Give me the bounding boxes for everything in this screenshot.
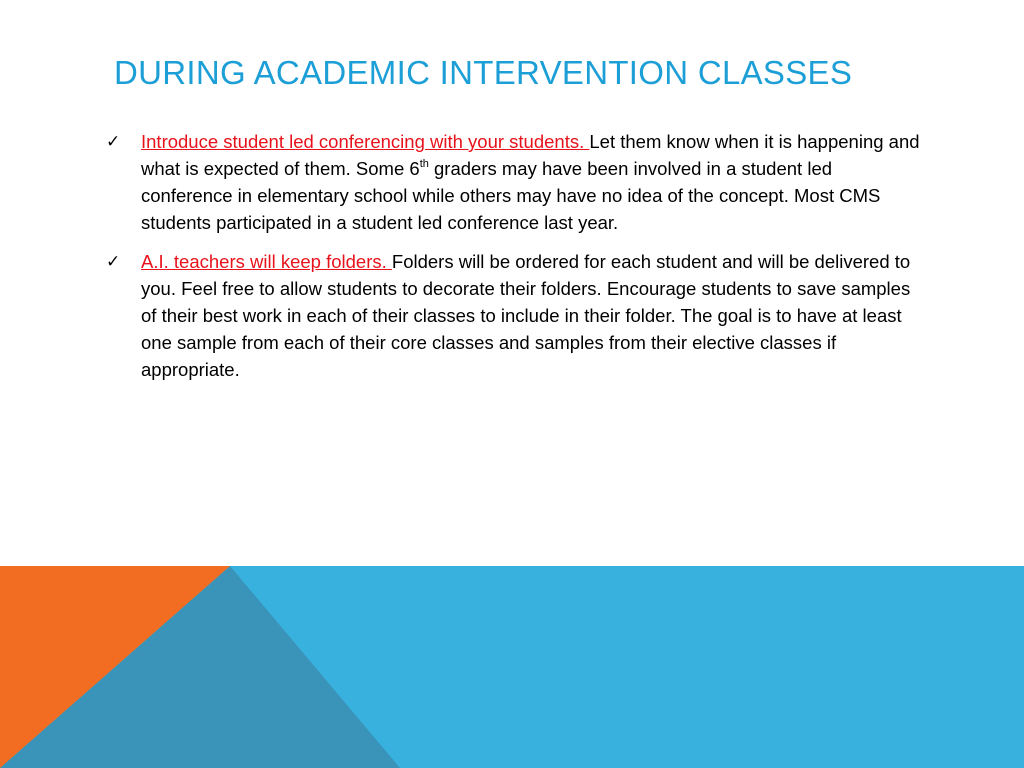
bullet-item-conferencing [106,128,926,236]
folders-link-suffix[interactable]: . [381,251,392,272]
bullet-text-continued: graders may have been involved in a student led conference in elementary school while others may have no idea of the concept. Most CMS students participated in a student led conference last year. [141,158,881,233]
bullet-text: Folders will be ordered for each student and will be delivered to you. Feel free to allow students to decorate their folders. Encourage students to save samples of their best work in each of their classes to include in their folder. The goal is to have at least one sample from each of their core classes and samples from their elective classes if appropriate. [141,251,911,380]
bullet-text: Let them know when it is happening and what is expected of them. Some 6 [141,131,920,179]
decorative-footer-band [0,566,1024,768]
checkmark-icon: ✓ [106,252,121,271]
bullet-item-folders [106,248,926,383]
conferencing-link[interactable]: Introduce student led conferencing with your students. [141,131,590,152]
folders-link[interactable]: A.I. teachers will keep folders [141,251,382,272]
slide-title: DURING ACADEMIC INTERVENTION CLASSES [114,54,853,91]
bullet-list [106,128,926,395]
checkmark-icon: ✓ [106,132,121,151]
superscript-th: th [419,157,429,170]
